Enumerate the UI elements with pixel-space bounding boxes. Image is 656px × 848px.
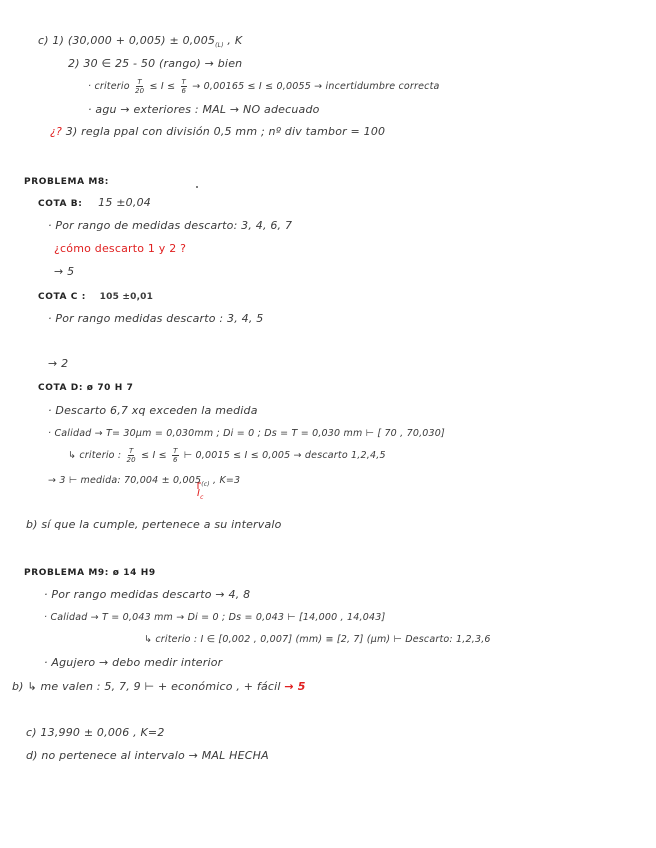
criterio-label-d: ↳ criterio :	[68, 450, 122, 461]
m9-b-text: b) ↳ me valen : 5, 7, 9 ⊢ + económico , + fácil	[12, 680, 281, 693]
cota-b-value: 15 ±0,04	[98, 196, 151, 209]
criterio-inequality-d: ≤ I ≤	[141, 450, 167, 461]
m9-answer-c: c) 13,990 ± 0,006 , K=2	[26, 726, 165, 739]
cota-c-label: COTA C :	[38, 292, 86, 302]
cota-b-line-1: · Por rango de medidas descarto: 3, 4, 6, 7	[48, 219, 293, 232]
cota-b-heading	[38, 196, 151, 211]
answer-c-line-3	[88, 78, 440, 95]
criterio-result: → 0,00165 ≤ I ≤ 0,0055 → incertidumbre correcta	[192, 81, 440, 92]
cota-c-result: → 2	[48, 357, 69, 370]
question-mark-annotation: ¿?	[50, 125, 63, 138]
m9-answer-d: d) no pertenece al intervalo → MAL HECHA	[26, 749, 269, 762]
cota-d-line-1: · Descarto 6,7 xq exceden la medida	[48, 404, 258, 417]
answer-c-line-5	[50, 125, 385, 139]
m9-line-4: · Agujero → debo medir interior	[44, 656, 223, 669]
answer-c-5-text: 3) regla ppal con división 0,5 mm ; nº div tambor = 100	[65, 125, 386, 138]
ic-annotation-subscript: c	[200, 494, 204, 501]
answer-c-1-k: , K	[223, 34, 243, 47]
criterio-label: · criterio	[88, 81, 130, 92]
cota-d-heading: COTA D: ø 70 H 7	[38, 383, 134, 393]
m9-line-1: · Por rango medidas descarto → 4, 8	[44, 588, 251, 601]
answer-c-line-4: · agu → exteriores : MAL → NO adecuado	[88, 103, 320, 116]
ic-annotation-letter: I	[197, 488, 201, 499]
problema-m9-heading: PROBLEMA M9: ø 14 H9	[24, 568, 156, 578]
cota-d-line-2: · Calidad → T= 30µm = 0,030mm ; Di = 0 ; Ds = T = 0,030 mm ⊢ [ 70 , 70,030]	[48, 428, 445, 439]
m9-line-3: ↳ criterio : I ∈ [0,002 , 0,007] (mm) ≡ [2, 7] (µm) ⊢ Descarto: 1,2,3,6	[144, 634, 491, 645]
answer-c-1-subscript: (L)	[215, 42, 224, 50]
cota-d-medida: → 3 ⊢ medida: 70,004 ± 0,005	[48, 475, 202, 486]
m9-line-2: · Calidad → T = 0,043 mm → Di = 0 ; Ds = 0,043 ⊢ [14,000 , 14,043]	[44, 612, 386, 623]
cota-b-result: → 5	[54, 265, 75, 278]
cota-c-value: 105 ±0,01	[99, 292, 154, 302]
problema-m8-heading: PROBLEMA M8:	[24, 177, 109, 187]
answer-b-line: b) sí que la cumple, pertenece a su intervalo	[26, 518, 282, 531]
criterio-result-d: ⊢ 0,0015 ≤ I ≤ 0,005 → descarto 1,2,4,5	[183, 450, 386, 461]
fraction-t-6: $\frac{T}{6}$	[181, 78, 187, 95]
cota-d-k: , K=3	[209, 475, 241, 486]
answer-c-line-1	[38, 34, 242, 53]
ic-pointer-icon	[196, 482, 210, 490]
m9-line-5	[12, 680, 306, 694]
stray-dot	[196, 186, 198, 188]
cota-d-subscript: (c)	[201, 480, 210, 488]
cota-b-label: COTA B:	[38, 199, 83, 209]
answer-c-line-2: 2) 30 ∈ 25 - 50 (rango) → bien	[68, 57, 243, 70]
cota-d-line-3	[68, 447, 386, 464]
cota-c-heading	[38, 289, 153, 304]
fraction-t-20-d: $\frac{T}{20}$	[126, 447, 136, 464]
cota-b-question: ¿cómo descarto 1 y 2 ?	[54, 242, 187, 255]
fraction-t-20: $\frac{T}{20}$	[134, 78, 145, 95]
m9-b-answer: → 5	[284, 680, 306, 693]
cota-d-line-4	[48, 474, 240, 492]
answer-c-1-text: c) 1) (30,000 + 0,005) ± 0,005	[38, 34, 216, 47]
fraction-t-6-d: $\frac{T}{6}$	[172, 447, 178, 464]
cota-c-line-1: · Por rango medidas descarto : 3, 4, 5	[48, 312, 264, 325]
criterio-inequality: ≤ I ≤	[149, 81, 176, 92]
